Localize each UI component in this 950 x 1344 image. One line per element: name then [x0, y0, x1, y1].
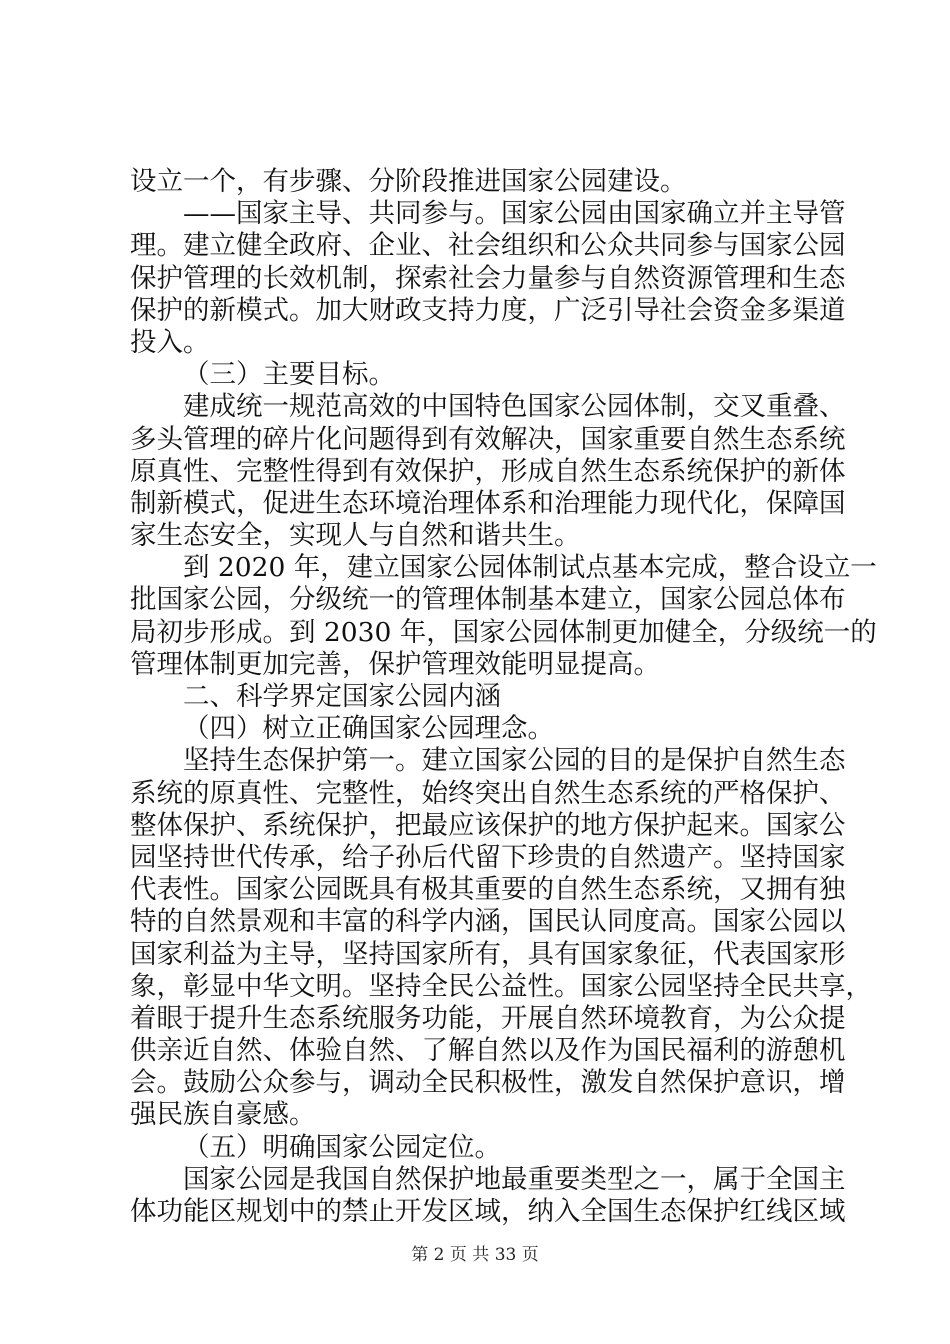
text-line: 强民族自豪感。	[130, 1099, 316, 1131]
text-line: 管理体制更加完善，保护管理效能明显提高。	[130, 648, 660, 680]
text-line: 二、科学界定国家公园内涵	[183, 681, 501, 712]
text-line: 会。鼓励公众参与，调动全民积极性，激发自然保护意识，增	[130, 1067, 846, 1099]
text-line: ——国家主导、共同参与。国家公园由国家确立并主导管	[183, 198, 846, 230]
text-line: 到 2020 年，建立国家公园体制试点基本完成，整合设立一	[183, 552, 877, 584]
text-line: 特的自然景观和丰富的科学内涵，国民认同度高。国家公园以	[130, 906, 846, 938]
text-line: （四）树立正确国家公园理念。	[183, 713, 554, 745]
text-line: 着眼于提升生态系统服务功能，开展自然环境教育，为公众提	[130, 1002, 846, 1034]
document-body	[130, 166, 877, 1228]
text-line: 体功能区规划中的禁止开发区域，纳入全国生态保护红线区域	[130, 1196, 846, 1227]
text-line: 整体保护、系统保护，把最应该保护的地方保护起来。国家公	[130, 809, 846, 841]
text-line: 坚持生态保护第一。建立国家公园的目的是保护自然生态	[183, 745, 846, 777]
text-line: 家生态安全，实现人与自然和谐共生。	[130, 520, 581, 552]
text-line: 保护的新模式。加大财政支持力度，广泛引导社会资金多渠道	[130, 294, 846, 326]
text-line: 理。建立健全政府、企业、社会组织和公众共同参与国家公园	[130, 230, 846, 262]
text-line: 国家利益为主导，坚持国家所有，具有国家象征，代表国家形	[130, 938, 846, 970]
text-line: （五）明确国家公园定位。	[183, 1131, 501, 1163]
text-line: 象，彰显中华文明。坚持全民公益性。国家公园坚持全民共享，	[130, 970, 872, 1002]
text-line: 保护管理的长效机制，探索社会力量参与自然资源管理和生态	[130, 262, 846, 294]
text-line: 代表性。国家公园既具有极其重要的自然生态系统，又拥有独	[130, 874, 846, 906]
page-footer: 第 2 页 共 33 页	[411, 1245, 539, 1265]
text-line: 制新模式，促进生态环境治理体系和治理能力现代化，保障国	[130, 487, 846, 519]
text-line: 设立一个，有步骤、分阶段推进国家公园建设。	[130, 166, 687, 197]
text-line: 投入。	[130, 326, 210, 358]
text-line: 原真性、完整性得到有效保护，形成自然生态系统保护的新体	[130, 455, 846, 487]
text-line: 多头管理的碎片化问题得到有效解决，国家重要自然生态系统	[130, 423, 846, 455]
text-line: 园坚持世代传承，给子孙后代留下珍贵的自然遗产。坚持国家	[130, 841, 846, 873]
text-line: 批国家公园，分级统一的管理体制基本建立，国家公园总体布	[130, 584, 846, 616]
text-line: 系统的原真性、完整性，始终突出自然生态系统的严格保护、	[130, 777, 846, 809]
text-line: 建成统一规范高效的中国特色国家公园体制，交叉重叠、	[183, 391, 846, 423]
text-line: 局初步形成。到 2030 年，国家公园体制更加健全，分级统一的	[130, 616, 877, 648]
text-line: （三）主要目标。	[183, 359, 395, 391]
text-line: 供亲近自然、体验自然、了解自然以及作为国民福利的游憩机	[130, 1035, 846, 1067]
text-line: 国家公园是我国自然保护地最重要类型之一，属于全国主	[183, 1163, 846, 1195]
